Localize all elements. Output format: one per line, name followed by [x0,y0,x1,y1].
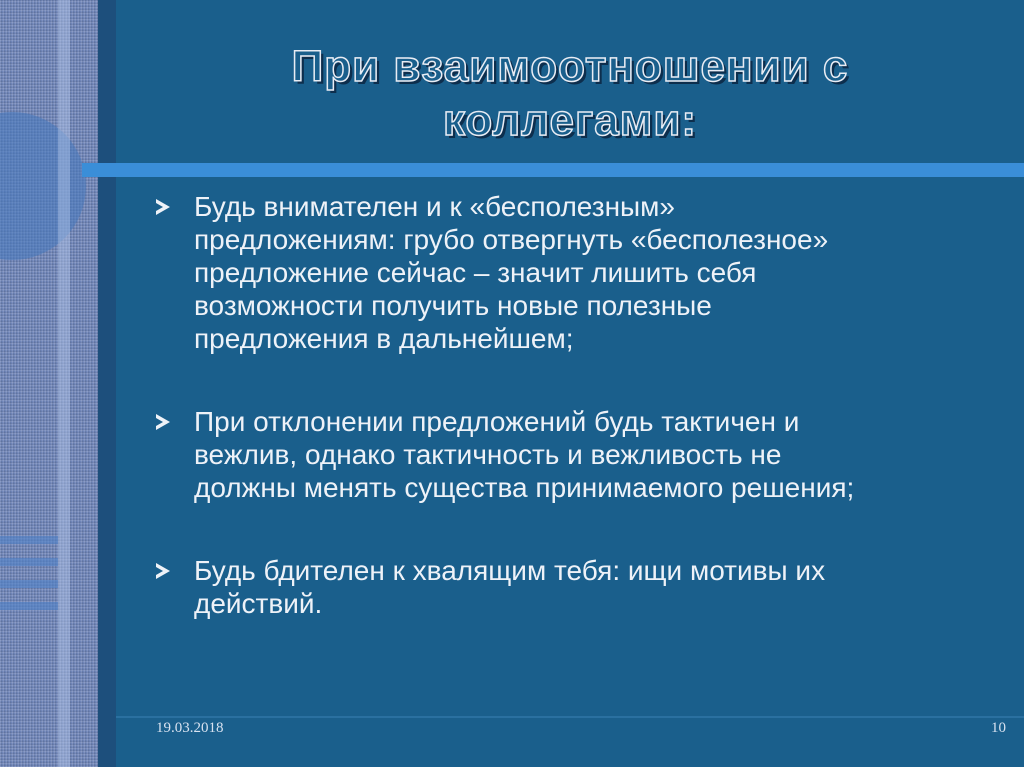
side-band [98,0,116,767]
decorative-vertical-line [58,0,70,767]
arrow-bullet-icon [156,199,170,215]
bullet-line: При отклонении предложений будь тактичен и [194,406,800,437]
bullet-line: должны менять существа принимаемого решения; [194,472,855,503]
bullet-line: вежлив, однако тактичность и вежливость не [194,439,782,470]
bullet-item [156,190,996,355]
title-line-2: коллегами: [442,96,698,145]
decorative-circle [0,112,86,260]
bullet-list [156,190,996,670]
slide-title [116,40,1024,148]
bullet-line: предложения в дальнейшем; [194,323,574,354]
title-divider [82,163,1024,177]
title-line-1: При взаимоотношении с [291,42,849,91]
bullet-line: действий. [194,588,323,619]
bullet-item [156,405,996,504]
bullet-item [156,554,996,620]
bullet-line: возможности получить новые полезные [194,290,712,321]
decorative-bars [0,536,58,624]
footer-date: 19.03.2018 [156,720,224,736]
arrow-bullet-icon [156,414,170,430]
arrow-bullet-icon [156,563,170,579]
bullet-line: предложение сейчас – значит лишить себя [194,257,757,288]
bullet-line: предложениям: грубо отвергнуть «бесполезное» [194,224,829,255]
page-number: 10 [991,720,1006,736]
left-decorative-strip [0,0,98,767]
bullet-line: Будь бдителен к хвалящим тебя: ищи мотивы их [194,555,826,586]
bullet-line: Будь внимателен и к «бесполезным» [194,191,676,222]
footer [116,718,1024,767]
